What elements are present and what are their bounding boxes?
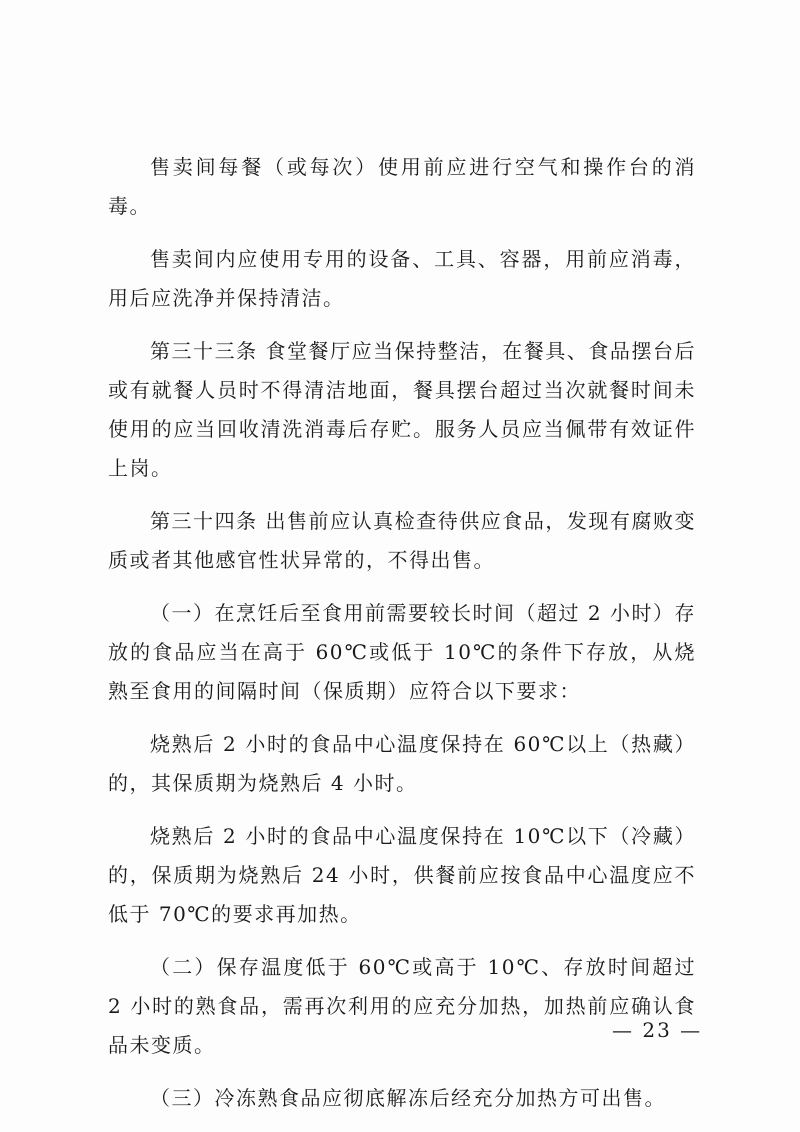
paragraph-2: 售卖间内应使用专用的设备、工具、容器，用前应消毒，用后应洗净并保持清洁。: [108, 247, 696, 310]
paragraph-item-3: （三）冷冻熟食品应彻底解冻后经充分加热方可出售。: [150, 1086, 666, 1110]
paragraph-hot-storage: 烧熟后 2 小时的食品中心温度保持在 60℃以上（热藏）的，其保质期为烧熟后 4 小时。: [108, 732, 696, 795]
document-body: [108, 148, 696, 1132]
paragraph-article-33: 第三十三条 食堂餐厅应当保持整洁，在餐具、食品摆台后或有就餐人员时不得清洁地面，餐具摆台超过当次就餐时间未使用的应当回收清洗消毒后存贮。服务人员应当佩带有效证件上岗。: [108, 339, 696, 480]
paragraph-article-34: 第三十四条 出售前应认真检查待供应食品，发现有腐败变质或者其他感官性状异常的，不得出售。: [108, 509, 696, 572]
page-number: — 23 —: [612, 1018, 703, 1042]
paragraph-1: 售卖间每餐（或每次）使用前应进行空气和操作台的消毒。: [108, 155, 696, 218]
paragraph-item-2: （二）保存温度低于 60℃或高于 10℃、存放时间超过 2 小时的熟食品，需再次利用的应充分加热，加热前应确认食品未变质。: [108, 955, 696, 1057]
paragraph-cold-storage: 烧熟后 2 小时的食品中心温度保持在 10℃以下（冷藏）的，保质期为烧熟后 24 小时，供餐前应按食品中心温度应不低于 70℃的要求再加热。: [108, 824, 696, 926]
paragraph-item-1: （一）在烹饪后至食用前需要较长时间（超过 2 小时）存放的食品应当在高于 60℃或低于 10℃的条件下存放，从烧熟至食用的间隔时间（保质期）应符合以下要求：: [108, 601, 696, 703]
